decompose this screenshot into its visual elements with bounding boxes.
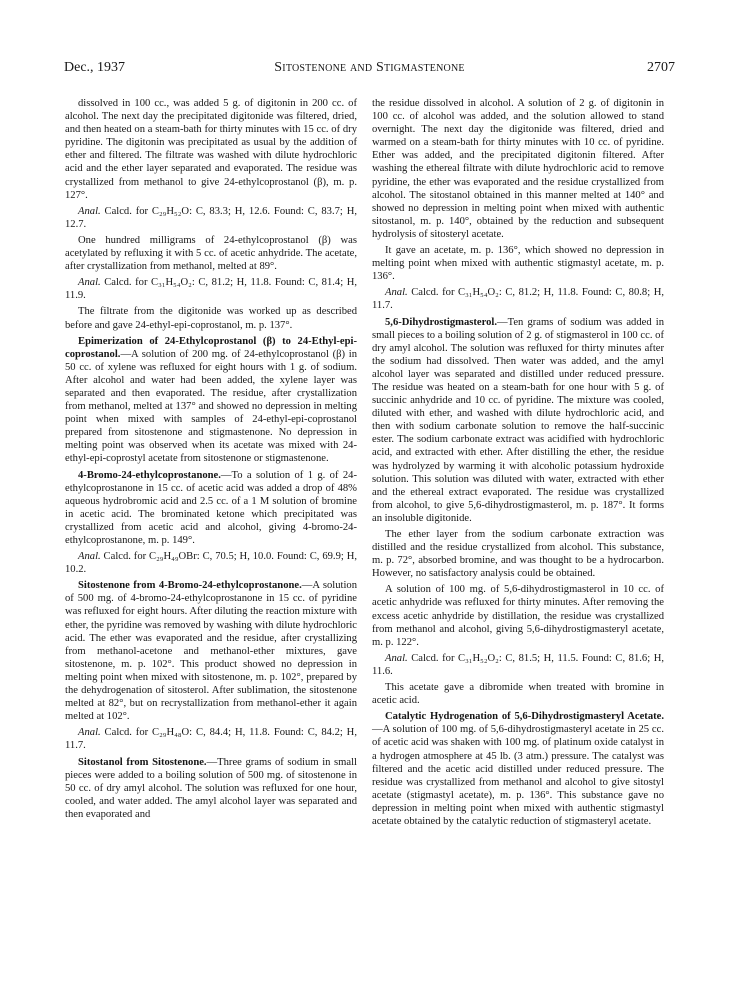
paragraph <box>372 681 664 707</box>
paragraph <box>65 305 357 331</box>
paragraph-text: dissolved in 100 cc., was added 5 g. of digitonin in 200 cc. of alcohol. The next day the precipitated digitonide was filtered, dried, and then heated on a steam-bath for thirty minutes with 15 cc. of dry pyridine. The digitonin was precipitated as usual by the addition of ether and filtered. The filtrate was washed with dilute hydrochloric acid and the ether layer separated and evaporated. The residue was crystallized from methanol to give 24-ethylcoprostanol (β), m. p. 127°. <box>65 98 357 201</box>
paragraph-text: A solution of 100 mg. of 5,6-dihydrostigmasterol in 10 cc. of acetic anhydride was refluxed for thirty minutes. After removing the excess acetic anhydride by distillation, the residue was crystallized from methanol and alcohol, giving 5,6-dihydrostigmasteryl acetate, m. p. 122°. <box>372 584 664 648</box>
running-header <box>64 60 675 80</box>
section-heading: 5,6-Dihydrostigmasterol. <box>385 316 498 328</box>
analysis-label: Anal. <box>385 652 408 664</box>
paragraph-text: The ether layer from the sodium carbonate extraction was distilled and the residue crystallized from alcohol. This substance, m. p. 72°, absorbed bromine, and was thought to be a hydrocarbon. However, no satisfactory analysis could be obtained. <box>372 529 664 580</box>
paragraph <box>65 550 357 576</box>
right-column <box>372 97 664 831</box>
header-title: Sitostenone and Stigmastenone <box>274 60 465 75</box>
paragraph-text: —A solution of 100 mg. of 5,6-dihydrostigmasteryl acetate in 25 cc. of acetic acid was shaken with 100 mg. of platinum oxide catalyst in a hydrogen atmosphere at 45 lb. (3 atm.) pressure. The catalyst was filtered and the acetic acid distilled under reduced pressure. The residue was crystallized from methanol and alcohol to give sitostyl acetate (stigmastyl acetate), m. p. 136°. This substance gave no depression in melting point when mixed with authentic stigmastyl acetate obtained by the catalytic reduction of stigmasteryl acetate. <box>372 724 664 827</box>
paragraph <box>65 335 357 466</box>
paragraph <box>372 286 664 312</box>
paragraph-text: The filtrate from the digitonide was worked up as described before and gave 24-ethyl-epi-coprostanol, m. p. 137°. <box>65 306 357 331</box>
paragraph-text: This acetate gave a dibromide when treated with bromine in acetic acid. <box>372 682 664 707</box>
paragraph <box>372 710 664 828</box>
paragraph <box>372 583 664 648</box>
paragraph <box>65 234 357 273</box>
paragraph <box>65 726 357 752</box>
section-heading: 4-Bromo-24-ethylcoprostanone. <box>78 469 221 481</box>
left-column <box>65 97 357 824</box>
analysis-label: Anal. <box>78 727 101 739</box>
analysis-label: Anal. <box>78 205 101 217</box>
section-heading: Epimerization of 24-Ethylcoprostanol (β) to 24-Ethyl-epi-coprostanol. <box>65 335 357 360</box>
paragraph-text: Calcd. for C₂₉H₅₂O: C, 83.3; H, 12.6. Found: C, 83.7; H, 12.7. <box>65 205 357 230</box>
paragraph <box>65 276 357 302</box>
paragraph-text: the residue dissolved in alcohol. A solution of 2 g. of digitonin in 100 cc. of alcohol was added, and the solution allowed to stand overnight. The next day the digitonide was filtered, dried and warmed on a steam-bath for thirty minutes with 10 cc. of pyridine. Ether was added, and the precipitated digitonin filtered. After washing the ethereal filtrate with dilute hydrochloric acid to remove pyridine, the ether was evaporated and the residue crystallized from alcohol. The sitostanol obtained in this manner melted at 140° and showed no depression in melting point when mixed with authentic sitostanol, m. p. 140°, obtained by the reduction and subsequent hydrolysis of sitosteryl acetate. <box>372 98 664 240</box>
paragraph-text: —To a solution of 1 g. of 24-ethylcoprostanone in 15 cc. of acetic acid was added a drop of 48% aqueous hydrobromic acid and 2.5 cc. of a 1 M solution of bromine in acetic acid. The brominated ketone which precipitated was crystallized from acetic acid and alcohol, giving 4-bromo-24-ethylcoprostanone, m. p. 149°. <box>65 469 357 546</box>
paragraph-text: Calcd. for C₃₁H₅₄O₂: C, 81.2; H, 11.8. Found: C, 80.8; H, 11.7. <box>372 287 664 312</box>
paragraph <box>372 244 664 283</box>
paragraph <box>65 579 357 723</box>
paragraph-text: —Ten grams of sodium was added in small pieces to a boiling solution of 2 g. of stigmasterol in 100 cc. of dry amyl alcohol. The solution was refluxed for thirty minutes after the sodium had dissolved. Then water was added, and the amyl alcohol layer was separated and distilled under reduced pressure. The residue was heated on a steam-bath for one hour with 5 g. of succinic anhydride and 10 cc. of pyridine. The mixture was cooled, diluted with ether, and washed with dilute hydrochloric acid, and then with sodium carbonate solution to remove the half-succinic ester. The sodium carbonate extract was acidified with hydrochloric acid, and extracted with ether. After distilling the ether, the residue was hydrolyzed by warming it with alcoholic potassium hydroxide solution. This solution was diluted with water, extracted with ether and the ethereal extract evaporated. The residue was crystallized from alcohol, to give 5,6-dihydrostigmasterol, m. p. 187°. It forms an insoluble digitonide. <box>372 316 664 524</box>
page-number: 2707 <box>647 60 675 75</box>
section-heading: Sitostenone from 4-Bromo-24-ethylcoprostanone. <box>78 580 302 592</box>
paragraph <box>65 469 357 548</box>
paragraph <box>372 97 664 241</box>
paragraph-text: —A solution of 200 mg. of 24-ethylcoprostanol (β) in 50 cc. of xylene was refluxed for eight hours with 1 g. of sodium. After alcohol and water had been added, the xylene layer was separated and then evaporated. The residue, after crystallization from methanol, melted at 137° and showed no depression in melting point when mixed with samples of 24-ethyl-epi-coprostanol prepared from sitostenone and stigmastenone. No depression in melting point was observed when its acetate was mixed with 24-ethyl-epi-coprostyl acetate from sitostenone or stigmastenone. <box>65 348 357 465</box>
paragraph-text: It gave an acetate, m. p. 136°, which showed no depression in melting point when mixed with authentic stigmastyl acetate, m. p. 136°. <box>372 245 664 283</box>
paragraph <box>372 316 664 526</box>
paragraph <box>65 756 357 821</box>
analysis-label: Anal. <box>78 551 101 563</box>
header-date: Dec., 1937 <box>64 60 126 75</box>
paragraph <box>372 652 664 678</box>
paragraph-text: Calcd. for C₃₁H₅₄O₂: C, 81.2; H, 11.8. Found: C, 81.4; H, 11.9. <box>65 277 357 302</box>
paragraph <box>65 97 357 202</box>
paragraph <box>372 528 664 580</box>
analysis-label: Anal. <box>385 287 408 299</box>
paragraph-text: —A solution of 500 mg. of 4-bromo-24-ethylcoprostanone in 15 cc. of pyridine was refluxed for eight hours. After diluting the reaction mixture with ether, the pyridine was removed by washing with dilute hydrochloric acid. The ether was evaporated and the residue, after crystallizing from methanol-acetone and methanol-ether mixtures, gave sitostenone, m. p. 102°. This product showed no depression in melting point when mixed with sitostenone, m. p. 102°, prepared by the dehydrogenation of sitosterol. After sublimation, the sitostenone melted at 82°, but on recrystallization from methanol-ether it again melted at 102°. <box>65 580 358 723</box>
section-heading: Sitostanol from Sitostenone. <box>78 756 207 768</box>
paragraph <box>65 205 357 231</box>
section-heading: Catalytic Hydrogenation of 5,6-Dihydrostigmasteryl Acetate. <box>385 711 664 723</box>
paragraph-text: Calcd. for C₃₁H₅₂O₂: C, 81.5; H, 11.5. Found: C, 81.6; H, 11.6. <box>372 652 664 677</box>
paragraph-text: One hundred milligrams of 24-ethylcoprostanol (β) was acetylated by refluxing it with 5 cc. of acetic anhydride. The acetate, after crystallization from methanol, melted at 89°. <box>65 234 357 273</box>
analysis-label: Anal. <box>78 277 101 289</box>
paragraph-text: Calcd. for C₂₉H₄₉OBr: C, 70.5; H, 10.0. Found: C, 69.9; H, 10.2. <box>65 551 357 576</box>
paragraph-text: Calcd. for C₂₉H₄₈O: C, 84.4; H, 11.8. Found: C, 84.2; H, 11.7. <box>65 727 357 752</box>
paragraph-text: —Three grams of sodium in small pieces were added to a boiling solution of 500 mg. of sitostenone in 50 cc. of dry amyl alcohol. The solution was refluxed for one hour, cooled, and water added. The amyl alcohol layer was separated and then evaporated and <box>65 756 357 820</box>
